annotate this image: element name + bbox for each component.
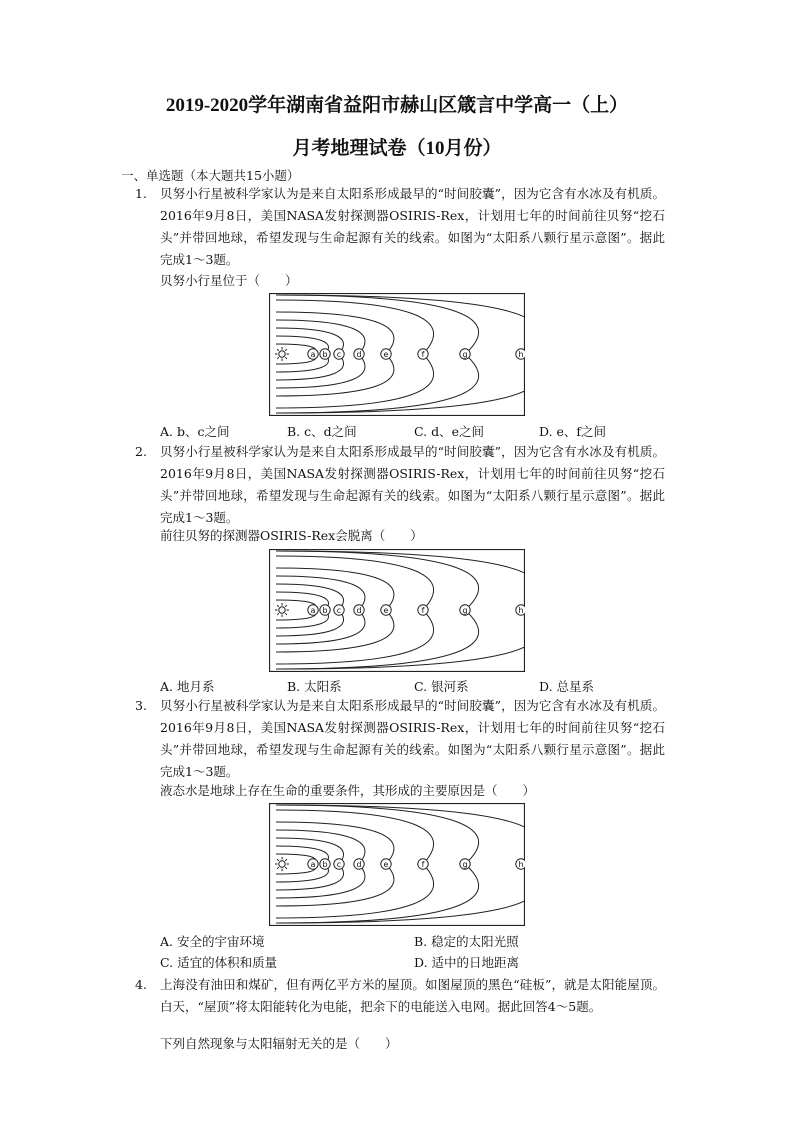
svg-text:a: a: [310, 606, 316, 615]
svg-text:e: e: [383, 606, 389, 615]
svg-text:f: f: [421, 860, 425, 869]
planet-b: [320, 349, 330, 359]
question-passage: 贝努小行星被科学家认为是来自太阳系形成最早的“时间胶囊”，因为它含有水冰及有机质。2016年9月8日，美国NASA发射探测器OSIRIS-Rex，计划用七年的时间前往贝努“挖石头”并带回地球，希望发现与生命起源有关的线索。如图为“太阳系八颗行星示意图”。据此完成1～3题。: [160, 698, 665, 779]
option-a[interactable]: A. 安全的宇宙环境: [160, 934, 265, 949]
section-heading: 一、单选题（本大题共15小题）: [121, 168, 300, 183]
option-d[interactable]: D. 适中的日地距离: [414, 955, 520, 970]
question-stem: 液态水是地球上存在生命的重要条件，其形成的主要原因是（ ）: [160, 783, 536, 798]
svg-text:h: h: [518, 350, 524, 359]
svg-text:e: e: [383, 350, 389, 359]
question-stem: 下列自然现象与太阳辐射无关的是（ ）: [160, 1036, 398, 1051]
option-c[interactable]: C. 银河系: [414, 679, 469, 694]
option-b[interactable]: B. 稳定的太阳光照: [414, 934, 519, 949]
planet-a: [308, 605, 318, 615]
exam-title-line1: 2019-2020学年湖南省益阳市赫山区箴言中学高一（上）: [165, 95, 629, 116]
option-b[interactable]: B. 太阳系: [287, 679, 342, 694]
planet-f: [418, 605, 428, 615]
planet-h: [516, 859, 525, 869]
planet-e: [381, 349, 391, 359]
planet-d: [354, 605, 364, 615]
exam-title-line2: 月考地理试卷（10月份）: [292, 138, 502, 159]
option-a[interactable]: A. 地月系: [160, 679, 215, 694]
svg-text:b: b: [322, 606, 328, 615]
option-c[interactable]: C. d、e之间: [414, 424, 484, 439]
question-passage: 贝努小行星被科学家认为是来自太阳系形成最早的“时间胶囊”，因为它含有水冰及有机质。2016年9月8日，美国NASA发射探测器OSIRIS-Rex，计划用七年的时间前往贝努“挖石头”并带回地球，希望发现与生命起源有关的线索。如图为“太阳系八颗行星示意图”。据此完成1～3题。: [160, 186, 665, 267]
sun-icon: [275, 603, 289, 617]
planet-g: [460, 349, 470, 359]
question-number: 4.: [135, 977, 147, 992]
option-d[interactable]: D. e、f之间: [539, 424, 607, 439]
planet-g: [460, 605, 470, 615]
planet-g: [460, 859, 470, 869]
svg-text:a: a: [310, 860, 316, 869]
option-b[interactable]: B. c、d之间: [287, 424, 357, 439]
svg-text:a: a: [310, 350, 316, 359]
planet-a: [308, 349, 318, 359]
svg-text:f: f: [421, 606, 425, 615]
svg-text:b: b: [322, 350, 328, 359]
planet-d: [354, 349, 364, 359]
planet-c: [334, 349, 344, 359]
planet-b: [320, 859, 330, 869]
planet-c: [334, 859, 344, 869]
svg-text:d: d: [356, 350, 362, 359]
planet-h: [516, 605, 525, 615]
question-number: 2.: [135, 444, 147, 459]
planet-c: [334, 605, 344, 615]
svg-text:g: g: [462, 860, 468, 869]
svg-text:b: b: [322, 860, 328, 869]
planet-h: [516, 349, 525, 359]
svg-text:e: e: [383, 860, 389, 869]
planet-b: [320, 605, 330, 615]
question-number: 3.: [135, 698, 147, 713]
planet-e: [381, 859, 391, 869]
solar-system-diagram: [269, 293, 525, 416]
question-stem: 贝努小行星位于（ ）: [160, 273, 298, 288]
solar-system-diagram: [269, 803, 525, 926]
svg-text:d: d: [356, 606, 362, 615]
planet-a: [308, 859, 318, 869]
option-d[interactable]: D. 总星系: [539, 679, 595, 694]
svg-text:h: h: [518, 860, 524, 869]
planet-f: [418, 859, 428, 869]
question-number: 1.: [135, 186, 147, 201]
svg-text:f: f: [421, 350, 425, 359]
planet-d: [354, 859, 364, 869]
question-passage: 贝努小行星被科学家认为是来自太阳系形成最早的“时间胶囊”，因为它含有水冰及有机质。2016年9月8日，美国NASA发射探测器OSIRIS-Rex，计划用七年的时间前往贝努“挖石头”并带回地球，希望发现与生命起源有关的线索。如图为“太阳系八颗行星示意图”。据此完成1～3题。: [160, 444, 665, 525]
svg-text:c: c: [336, 860, 342, 869]
sun-icon: [275, 347, 289, 361]
option-c[interactable]: C. 适宜的体积和质量: [160, 955, 278, 970]
question-stem: 前往贝努的探测器OSIRIS-Rex会脱离（ ）: [160, 528, 423, 543]
sun-icon: [275, 857, 289, 871]
question-passage: 上海没有油田和煤矿，但有两亿平方米的屋顶。如图屋顶的黑色“硅板”，就是太阳能屋顶。白天，“屋顶”将太阳能转化为电能，把余下的电能送入电网。据此回答4～5题。: [160, 977, 665, 1014]
planet-f: [418, 349, 428, 359]
planet-e: [381, 605, 391, 615]
svg-text:d: d: [356, 860, 362, 869]
solar-system-diagram: [269, 549, 525, 672]
option-a[interactable]: A. b、c之间: [160, 424, 230, 439]
svg-text:g: g: [462, 350, 468, 359]
svg-text:h: h: [518, 606, 524, 615]
svg-text:g: g: [462, 606, 468, 615]
svg-text:c: c: [336, 350, 342, 359]
svg-text:c: c: [336, 606, 342, 615]
